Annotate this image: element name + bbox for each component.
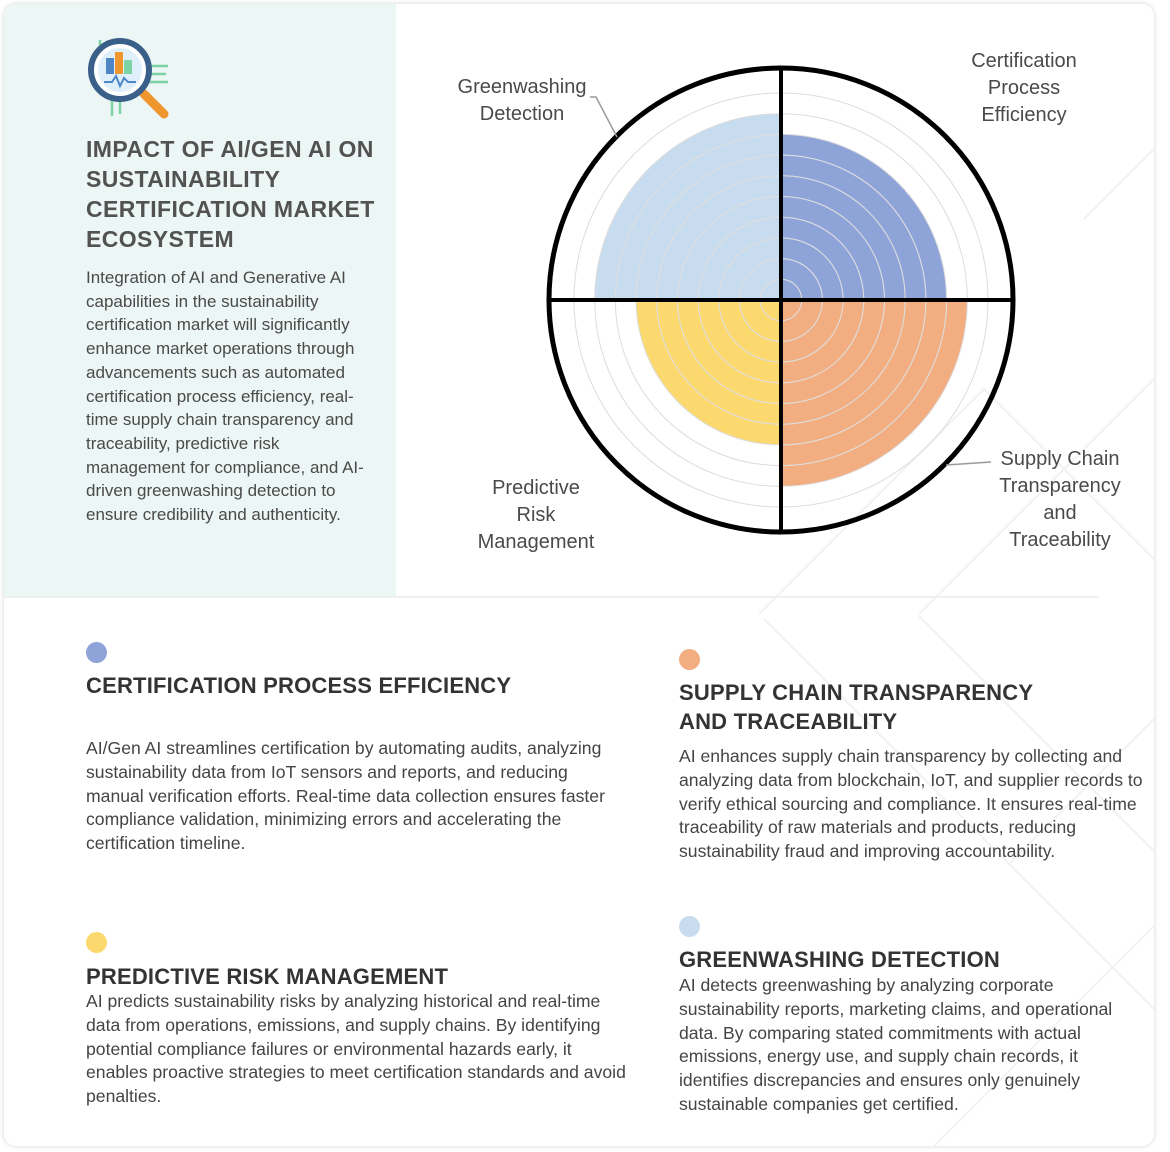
greenwashing-text: AI detects greenwashing by analyzing corporate sustainability reports, marketing claims, and operational data. By comparing stated commitments with actual emissions, energy use, and supply chain records, it identifies discrepancies and ensures only genuinely sustainable companies get certified. [679,975,1113,1114]
certification-text: AI/Gen AI streamlines certification by automating audits, analyzing sustainability data from IoT sensors and reports, and reducing manual verification efforts. Real-time data collection ensures faster compliance validation, minimizing errors and accelerating the certification timeline. [86,738,605,854]
wedge-supply-chain [781,300,967,486]
certification-dot-icon [86,642,107,663]
label-greenwashing: Greenwashing Detection [457,76,587,125]
wedge-certification [781,134,947,300]
predictive-dot-icon [86,932,107,953]
infographic-card [4,4,1154,1146]
certification-title: CERTIFICATION PROCESS EFFICIENCY [86,673,512,698]
magnifier-chart-icon [80,30,180,126]
wedge-greenwashing [595,114,781,300]
divider [4,596,1099,598]
label-predictive: Predictive Risk Management [477,477,595,553]
supply-chain-text: AI enhances supply chain transparency by collecting and analyzing data from blockchain, IoT, and supplier records to verify ethical sourcing and compliance. It ensures real-time traceability of raw materials and products, reducing sustainability fraud and improving accountability. [679,746,1143,862]
wedge-predictive [636,300,781,445]
greenwashing-dot-icon [679,916,700,937]
intro-paragraph: Integration of AI and Generative AI capabilities in the sustainability certification market will significantly enhance market operations through advancements such as automated certification process efficiency, real-time supply chain transparency and traceability, predictive risk management for compliance, and AI-driven greenwashing detection to ensure credibility and authenticity. [86,268,364,525]
greenwashing-title: GREENWASHING DETECTION [679,947,1000,972]
supply-chain-dot-icon [679,649,700,670]
predictive-title: PREDICTIVE RISK MANAGEMENT [86,964,449,989]
label-supply-chain: Supply Chain Transparency and Traceability [999,448,1121,551]
page-title: IMPACT OF AI/GEN AI ON SUSTAINABILITY CERTIFICATION MARKET ECOSYSTEM [86,136,375,252]
chart-area [396,4,1154,596]
supply-chain-title: SUPPLY CHAIN TRANSPARENCY AND TRACEABILITY [679,680,1033,734]
label-certification: Certification Process Efficiency [971,50,1077,126]
intro-panel [4,4,396,596]
predictive-text: AI predicts sustainability risks by analyzing historical and real-time data from operations, emissions, and supply chains. By identifying potential compliance failures or environmental hazards early, it enables proactive strategies to meet certification standards and avoid penalties. [86,991,626,1107]
